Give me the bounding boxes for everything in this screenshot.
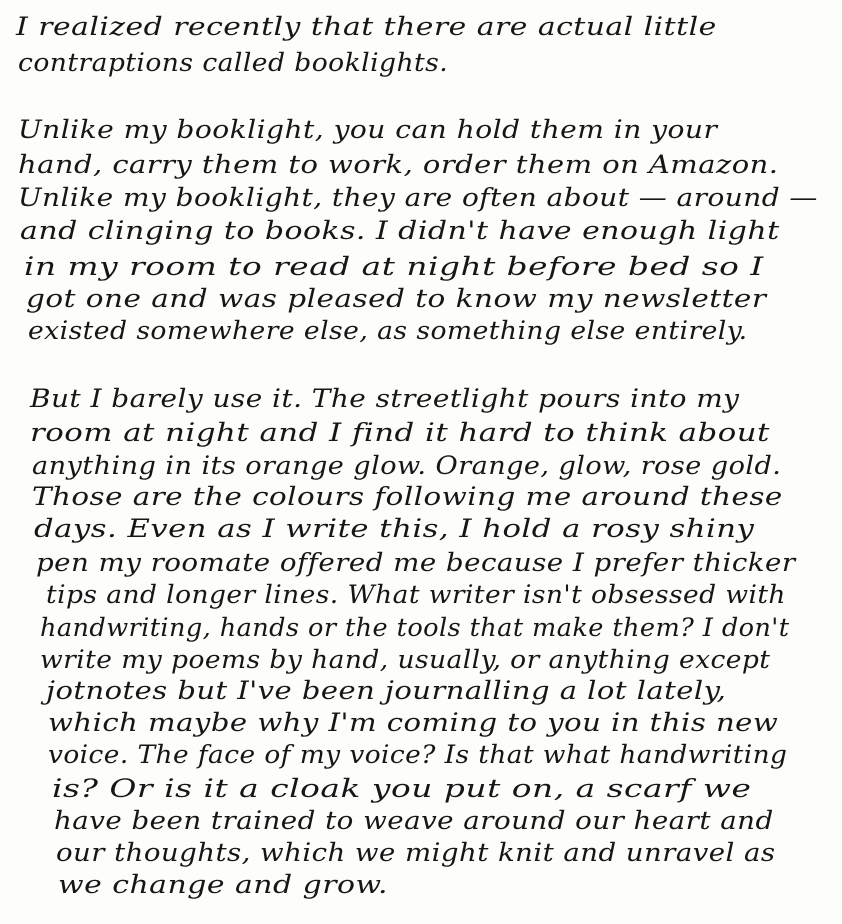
text-line: and clinging to books. I didn't have enough light bbox=[20, 216, 780, 245]
text-line: in my room to read at night before bed so I bbox=[24, 252, 764, 281]
text-line: days. Even as I write this, I hold a rosy shiny bbox=[34, 514, 755, 543]
text-line: I realized recently that there are actual little bbox=[16, 12, 717, 41]
text-line: jotnotes but I've been journalling a lot lately, bbox=[46, 676, 727, 705]
text-line: tips and longer lines. What writer isn't obsessed with bbox=[46, 580, 786, 609]
text-line: Those are the colours following me around these bbox=[32, 482, 783, 511]
text-line: we change and grow. bbox=[58, 870, 389, 899]
text-line: anything in its orange glow. Orange, glow, rose gold. bbox=[32, 451, 782, 480]
text-line: But I barely use it. The streetlight pours into my bbox=[30, 384, 740, 413]
text-line: voice. The face of my voice? Is that what handwriting bbox=[48, 740, 788, 769]
text-line: is? Or is it a cloak you put on, a scarf we bbox=[52, 774, 752, 803]
text-line: contraptions called booklights. bbox=[18, 48, 449, 77]
text-line: room at night and I find it hard to think about bbox=[30, 418, 770, 447]
text-line: which maybe why I'm coming to you in this new bbox=[48, 708, 779, 737]
text-line: pen my roomate offered me because I prefer thicker bbox=[36, 548, 796, 577]
text-line: got one and was pleased to know my newsletter bbox=[26, 284, 767, 313]
text-line: our thoughts, which we might knit and unravel as bbox=[56, 838, 776, 867]
text-line: Unlike my booklight, they are often about — around — bbox=[18, 183, 818, 212]
text-line: write my poems by hand, usually, or anything except bbox=[40, 645, 771, 674]
text-line: handwriting, hands or the tools that make them? I don't bbox=[40, 613, 790, 642]
text-line: Unlike my booklight, you can hold them in your bbox=[18, 115, 718, 144]
text-line: hand, carry them to work, order them on Amazon. bbox=[18, 150, 779, 179]
text-line: have been trained to weave around our heart and bbox=[54, 806, 774, 835]
text-line: existed somewhere else, as something else entirely. bbox=[28, 316, 748, 345]
